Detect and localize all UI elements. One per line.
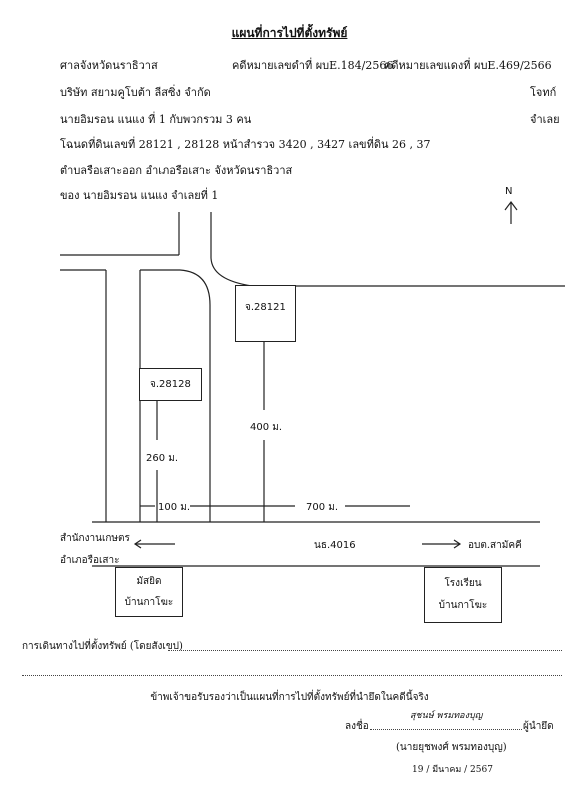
route-dotted-line-2 [22,675,562,676]
north-label: N [505,186,513,197]
route-label: การเดินทางไปที่ตั้งทรัพย์ (โดยสังเขป) [22,641,183,652]
distance-260: 260 ม. [146,453,179,464]
signature: สุชนษ์ พรมทองบุญ [410,711,483,721]
mosque-box [115,567,183,617]
plot-28128-box [139,368,202,401]
mosque-label-1: มัสยิด [136,576,162,587]
route-dotted-line [168,650,562,651]
right-destination: อบต.สามัคคี [468,540,522,551]
defendant-role: จำเลย [530,113,560,126]
certification-text: ข้าพเจ้าขอรับรองว่าเป็นแผนที่การไปที่ตั้งทรัพย์ที่นำยึดในคดีนี้จริง [150,692,429,703]
black-case-number: คดีหมายเลขดำที่ ผบE.184/2566 [232,59,394,72]
school-label-1: โรงเรียน [444,578,482,589]
signature-line [370,729,522,730]
distance-700: 700 ม. [306,502,339,513]
page-title: แผนที่การไปที่ตั้งทรัพย์ [231,26,348,40]
court-name: ศาลจังหวัดนราธิวาส [60,59,158,72]
plot-28128-label: จ.28128 [150,379,191,390]
distance-400: 400 ม. [250,422,283,433]
road-number: นธ.4016 [314,540,356,551]
defendant-name: นายอิมรอน แนแง ที่ 1 กับพวกรวม 3 คน [60,113,252,126]
plot-28121-box [235,285,296,342]
owner-info: ของ นายอิมรอน แนแง จำเลยที่ 1 [60,189,219,202]
left-destination-line2: อำเภอรือเสาะ [60,555,120,566]
signer-role: ผู้นำยึด [523,721,554,732]
sign-label: ลงชื่อ [345,721,369,732]
plaintiff-role: โจทก์ [530,86,557,99]
distance-100: 100 ม. [158,502,191,513]
signer-name: (นายยุชพงศ์ พรมทองบุญ) [396,742,507,753]
date: 19 / มีนาคม / 2567 [412,765,493,775]
left-destination-line1: สำนักงานเกษตร [60,533,130,544]
road-curve [211,258,252,286]
plot-28121-label: จ.28121 [245,302,286,313]
road-curve [140,270,210,305]
school-box [424,567,502,623]
deed-info: โฉนดที่ดินเลขที่ 28121 , 28128 หน้าสำรวจ 3420 , 3427 เลขที่ดิน 26 , 37 [60,138,431,151]
red-case-number: คดีหมายเลขแดงที่ ผบE.469/2566 [384,59,552,72]
plaintiff-name: บริษัท สยามคูโบต้า ลีสซิ่ง จำกัด [60,86,211,99]
location-info: ตำบลรือเสาะออก อำเภอรือเสาะ จังหวัดนราธิวาส [60,164,293,177]
school-label-2: บ้านกาโฆะ [438,600,488,611]
mosque-label-2: บ้านกาโฆะ [124,597,174,608]
